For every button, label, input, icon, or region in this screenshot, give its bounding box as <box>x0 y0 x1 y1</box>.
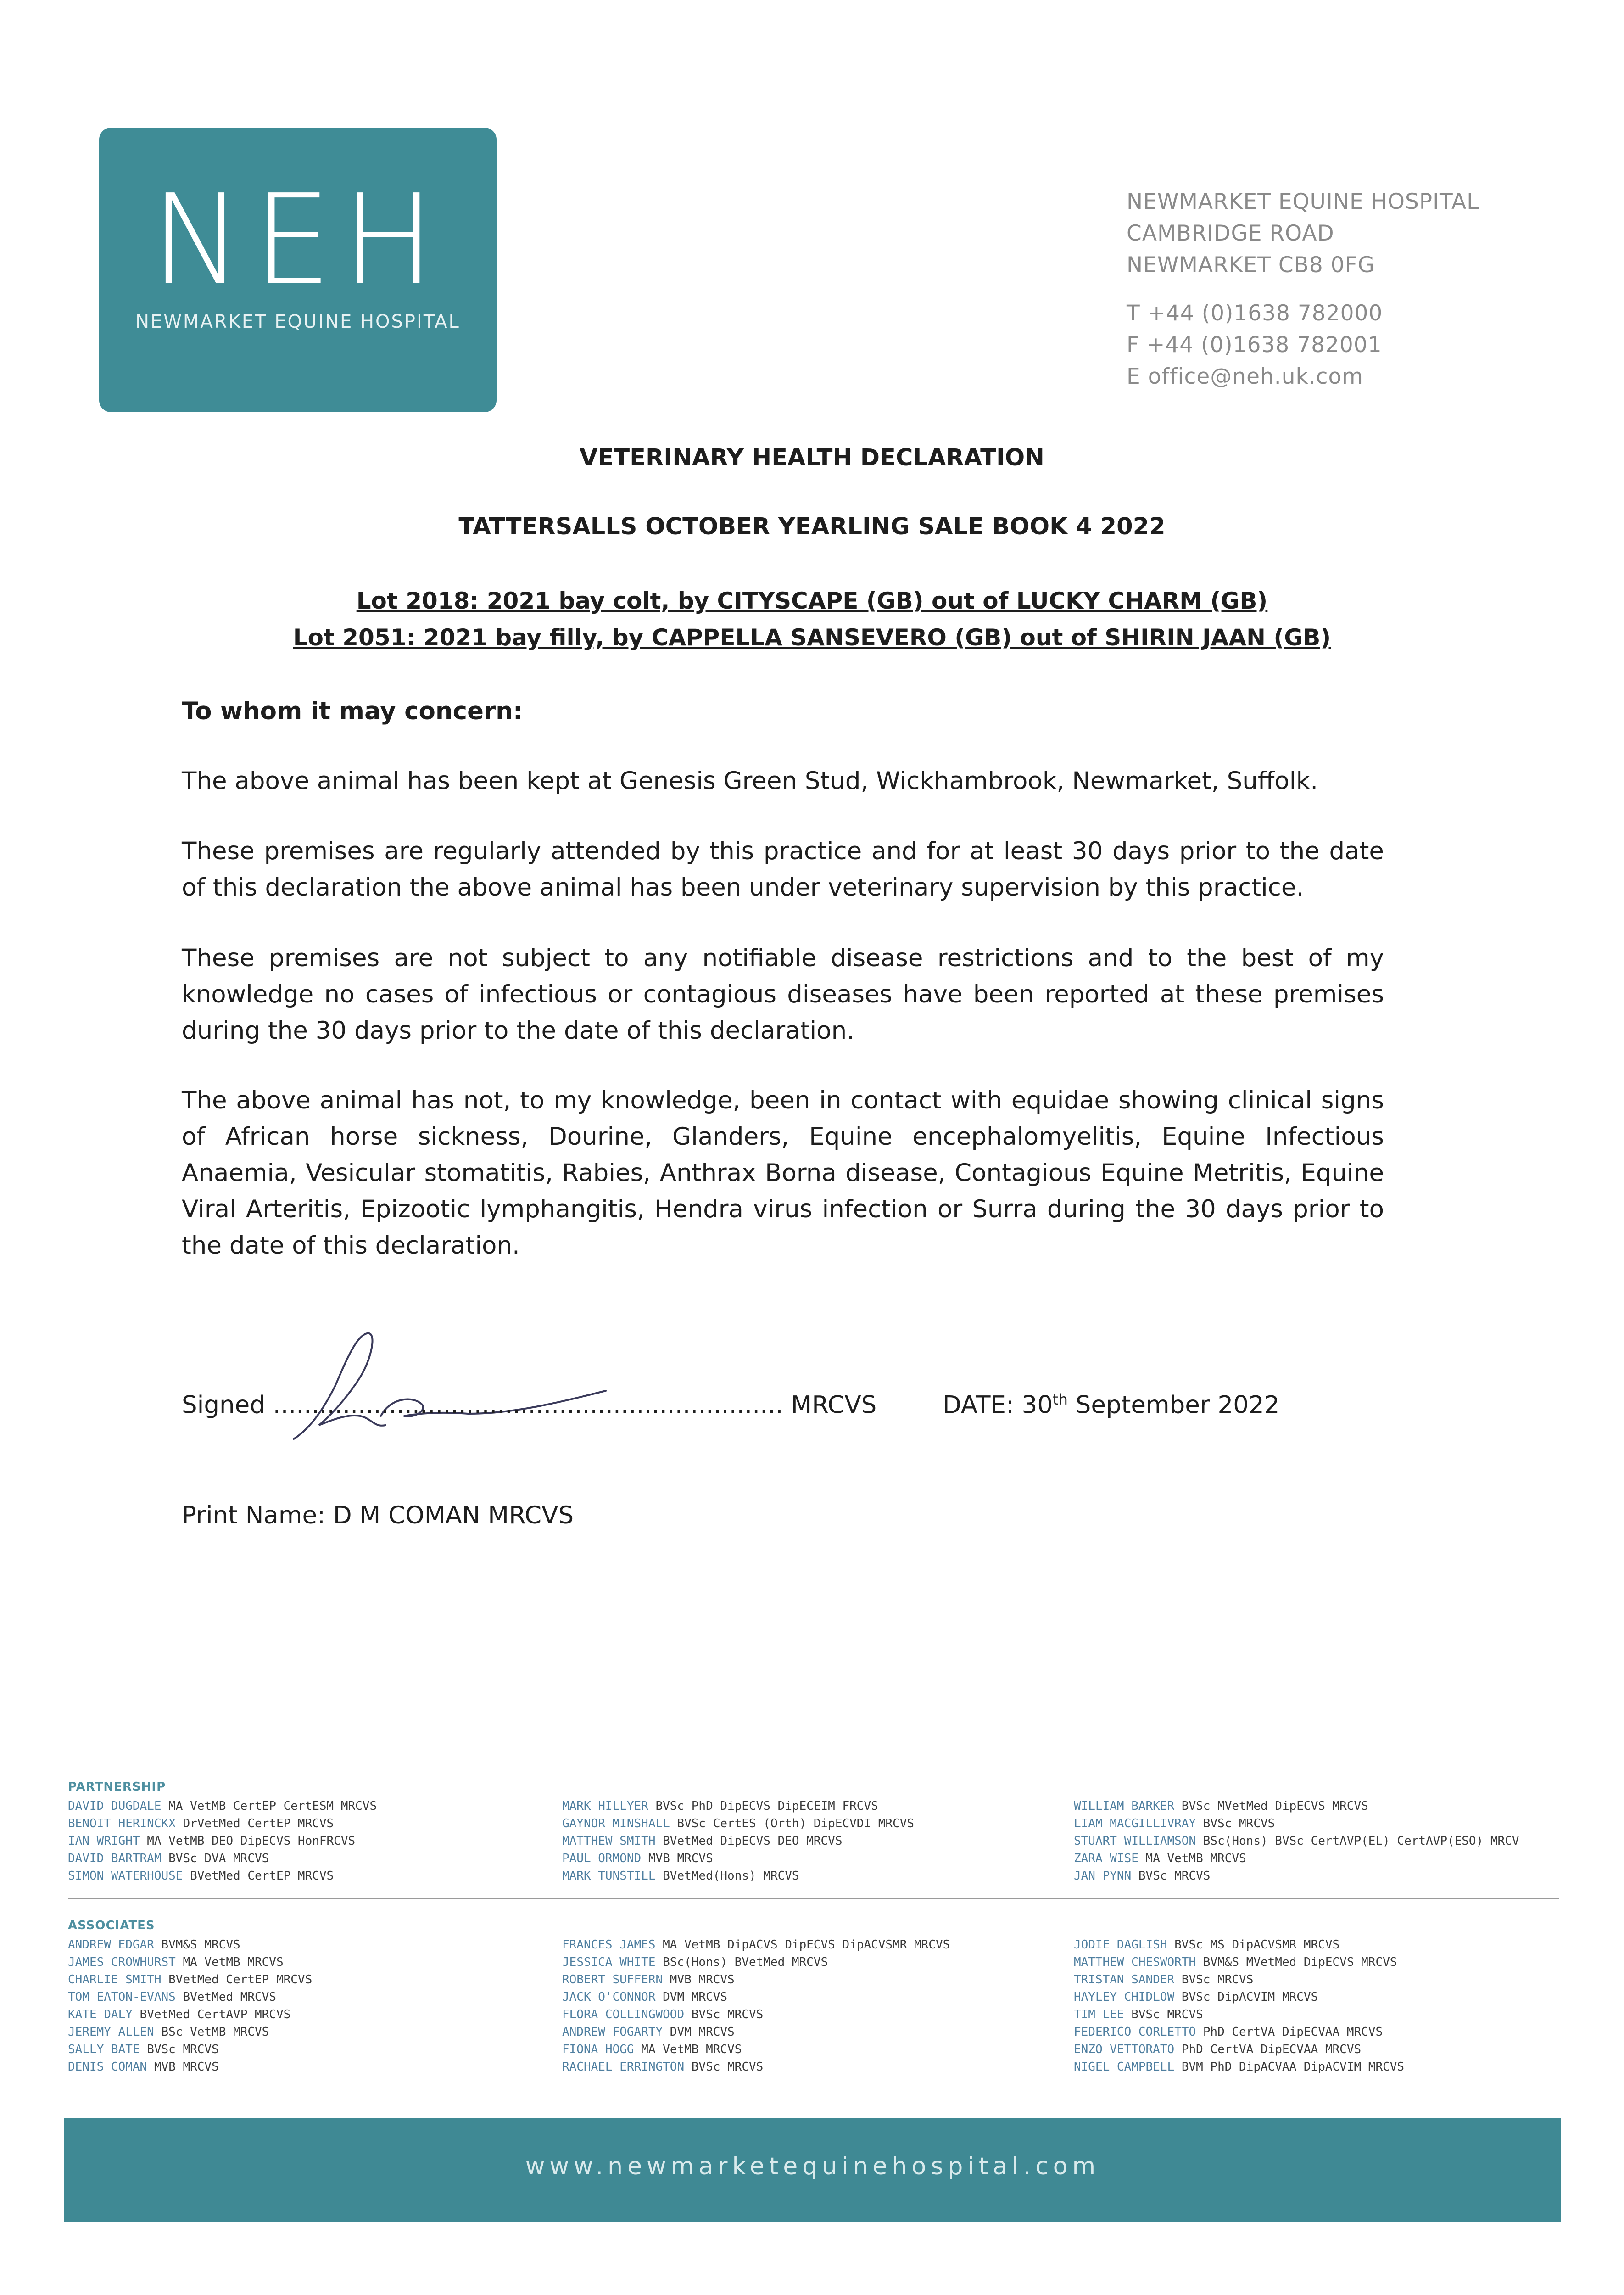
staff-qualifications: BVSc DVA MRCVS <box>161 1852 269 1865</box>
staff-entry <box>562 2058 950 2076</box>
paragraph-supervision: These premises are regularly attended by this practice and for at least 30 days prior to the date of this declaration the above animal has been under veterinary supervision by this practice. <box>182 837 1384 901</box>
salutation: To whom it may concern: <box>182 697 523 725</box>
staff-qualifications: BVetMed CertAVP MRCVS <box>132 2008 291 2021</box>
staff-entry <box>68 2023 312 2041</box>
staff-name: TIM LEE <box>1074 2008 1124 2021</box>
staff-name: SALLY BATE <box>68 2043 140 2056</box>
staff-entry <box>68 2058 312 2076</box>
paragraph-restrictions: These premises are not subject to any notifiable disease restrictions and to the best of my knowledge no cases of infectious or contagious diseases have been reported at these premises during the 30 days prior to the date of this declaration. <box>182 944 1384 1045</box>
staff-name: ANDREW FOGARTY <box>562 2025 663 2039</box>
paragraph-diseases: The above animal has not, to my knowledge, been in contact with equidae showing clinical signs of African horse sickness, Dourine, Glanders, Equine encephalomyelitis, Equine Infectious Anaemia, Vesicular stomatitis, Rabies, Anthrax Borna disease, Contagious Equine Metritis, Equine Viral Arteritis, Epizootic lymphangitis, Hendra virus infection or Surra during the 30 days prior to the date of this declaration. <box>182 1086 1384 1259</box>
staff-qualifications: MA VetMB MRCVS <box>634 2043 742 2056</box>
staff-name: FLORA COLLINGWOOD <box>562 2008 685 2021</box>
staff-qualifications: BVetMed MRCVS <box>175 1990 276 2004</box>
staff-qualifications: MA VetMB MRCVS <box>1138 1852 1246 1865</box>
staff-entry <box>562 1832 914 1850</box>
staff-entry <box>562 1988 950 2006</box>
staff-name: NIGEL CAMPBELL <box>1074 2060 1175 2074</box>
staff-qualifications: DrVetMed CertEP MRCVS <box>175 1817 334 1830</box>
staff-qualifications: BVetMed DipECVS DEO MRCVS <box>655 1834 843 1848</box>
staff-qualifications: MA VetMB DipACVS DipECVS DipACVSMR MRCVS <box>655 1938 950 1952</box>
staff-qualifications: BVM&S MVetMed DipECVS MRCVS <box>1196 1955 1397 1969</box>
date-value: September 2022 <box>1067 1391 1280 1419</box>
staff-entry <box>1074 2006 1404 2023</box>
staff-name: JESSICA WHITE <box>562 1955 656 1969</box>
staff-qualifications: BVSc MRCVS <box>1196 1817 1275 1830</box>
partnership-column <box>68 1797 377 1885</box>
footer-band <box>64 2118 1561 2222</box>
staff-name: JAN PYNN <box>1074 1869 1132 1883</box>
staff-qualifications: BSc(Hons) BVSc CertAVP(EL) CertAVP(ESO) MRCV <box>1196 1834 1519 1848</box>
staff-qualifications: MA VetMB DEO DipECVS HonFRCVS <box>140 1834 356 1848</box>
staff-qualifications: MVB MRCVS <box>147 2060 219 2074</box>
staff-entry <box>1074 1815 1519 1832</box>
staff-entry <box>68 1867 377 1885</box>
staff-entry <box>68 1815 377 1832</box>
staff-entry <box>562 1971 950 1988</box>
staff-name: JAMES CROWHURST <box>68 1955 176 1969</box>
staff-name: MATTHEW SMITH <box>562 1834 656 1848</box>
fax-number: F +44 (0)1638 782001 <box>1127 332 1382 358</box>
staff-name: WILLIAM BARKER <box>1074 1799 1175 1813</box>
associates-column <box>1074 1936 1404 2076</box>
staff-qualifications: MA VetMB MRCVS <box>175 1955 284 1969</box>
staff-name: JEREMY ALLEN <box>68 2025 154 2039</box>
staff-entry <box>1074 1832 1519 1850</box>
staff-qualifications: BVSc MRCVS <box>140 2043 219 2056</box>
staff-qualifications: BSc(Hons) BVetMed MRCVS <box>655 1955 828 1969</box>
address-block <box>1127 186 1585 392</box>
staff-qualifications: BVM&S MRCVS <box>154 1938 240 1952</box>
staff-entry <box>562 1797 914 1815</box>
staff-entry <box>1074 1850 1519 1867</box>
staff-entry <box>562 1867 914 1885</box>
partnership-label: PARTNERSHIP <box>68 1780 166 1794</box>
logo-subtitle: NEWMARKET EQUINE HOSPITAL <box>135 311 460 332</box>
staff-qualifications: BVSc MRCVS <box>1124 2008 1203 2021</box>
staff-qualifications: PhD CertVA DipECVAA MRCVS <box>1196 2025 1383 2039</box>
staff-entry <box>1074 1954 1404 1971</box>
neh-logo <box>99 128 497 412</box>
staff-qualifications: BVetMed(Hons) MRCVS <box>655 1869 799 1883</box>
mrcvs-label: MRCVS <box>791 1391 877 1419</box>
staff-name: MARK HILLYER <box>562 1799 648 1813</box>
date-label: DATE: 30 <box>943 1391 1053 1419</box>
staff-entry <box>68 1988 312 2006</box>
staff-entry <box>562 2041 950 2058</box>
staff-entry <box>562 1850 914 1867</box>
associates-column <box>68 1936 312 2076</box>
staff-name: ZARA WISE <box>1074 1852 1138 1865</box>
address-line: CAMBRIDGE ROAD <box>1127 221 1334 246</box>
staff-entry <box>68 1832 377 1850</box>
staff-name: CHARLIE SMITH <box>68 1973 162 1987</box>
staff-qualifications: BVSc DipACVIM MRCVS <box>1174 1990 1318 2004</box>
staff-entry <box>562 1815 914 1832</box>
staff-name: RACHAEL ERRINGTON <box>562 2060 685 2074</box>
staff-entry <box>562 1936 950 1954</box>
signature-line: .................................................................. <box>273 1391 783 1419</box>
signature-row <box>182 1391 1467 1419</box>
footer-divider <box>68 1898 1559 1899</box>
staff-entry <box>562 2006 950 2023</box>
lot-line-2: Lot 2051: 2021 bay filly, by CAPPELLA SANSEVERO (GB) out of SHIRIN JAAN (GB) <box>293 624 1331 651</box>
document-title: VETERINARY HEALTH DECLARATION <box>580 444 1044 471</box>
staff-entry <box>562 1954 950 1971</box>
staff-entry <box>1074 1988 1404 2006</box>
staff-entry <box>68 2006 312 2023</box>
staff-name: ENZO VETTORATO <box>1074 2043 1175 2056</box>
staff-entry <box>1074 1797 1519 1815</box>
staff-qualifications: MVB MRCVS <box>663 1973 735 1987</box>
date-suffix: th <box>1053 1391 1068 1408</box>
staff-qualifications: MA VetMB CertEP CertESM MRCVS <box>161 1799 377 1813</box>
staff-name: GAYNOR MINSHALL <box>562 1817 670 1830</box>
staff-qualifications: BVM PhD DipACVAA DipACVIM MRCVS <box>1174 2060 1405 2074</box>
staff-name: MATTHEW CHESWORTH <box>1074 1955 1196 1969</box>
staff-name: TOM EATON-EVANS <box>68 1990 176 2004</box>
staff-qualifications: BVSc PhD DipECVS DipECEIM FRCVS <box>648 1799 878 1813</box>
staff-entry <box>1074 1867 1519 1885</box>
staff-name: FIONA HOGG <box>562 2043 634 2056</box>
signed-label: Signed <box>182 1391 265 1419</box>
staff-entry <box>1074 2041 1404 2058</box>
staff-entry <box>68 1971 312 1988</box>
paragraph-kept-at: The above animal has been kept at Genesis Green Stud, Wickhambrook, Newmarket, Suffolk. <box>182 767 1318 795</box>
staff-name: ANDREW EDGAR <box>68 1938 154 1952</box>
phone-number: T +44 (0)1638 782000 <box>1127 301 1383 326</box>
staff-name: DAVID BARTRAM <box>68 1852 162 1865</box>
staff-qualifications: BVetMed CertEP MRCVS <box>161 1973 313 1987</box>
staff-name: ROBERT SUFFERN <box>562 1973 663 1987</box>
staff-qualifications: BVSc MRCVS <box>1174 1973 1254 1987</box>
staff-name: TRISTAN SANDER <box>1074 1973 1175 1987</box>
staff-qualifications: BVSc MS DipACVSMR MRCVS <box>1167 1938 1340 1952</box>
staff-qualifications: MVB MRCVS <box>641 1852 713 1865</box>
staff-entry <box>68 1954 312 1971</box>
website-link[interactable]: www.newmarketequinehospital.com <box>525 2153 1100 2180</box>
staff-qualifications: BVSc MVetMed DipECVS MRCVS <box>1174 1799 1368 1813</box>
staff-name: FEDERICO CORLETTO <box>1074 2025 1196 2039</box>
staff-entry <box>68 2041 312 2058</box>
associates-label: ASSOCIATES <box>68 1919 155 1932</box>
staff-name: JACK O'CONNOR <box>562 1990 656 2004</box>
staff-entry <box>68 1850 377 1867</box>
address-line: NEWMARKET CB8 0FG <box>1127 252 1375 278</box>
associates-column <box>562 1936 950 2076</box>
staff-qualifications: BVSc CertES (Orth) DipECVDI MRCVS <box>670 1817 915 1830</box>
staff-qualifications: BVSc MRCVS <box>684 2008 764 2021</box>
staff-qualifications: DVM MRCVS <box>655 1990 728 2004</box>
staff-qualifications: BVetMed CertEP MRCVS <box>183 1869 334 1883</box>
lot-line-1: Lot 2018: 2021 bay colt, by CITYSCAPE (GB) out of LUCKY CHARM (GB) <box>356 588 1268 614</box>
staff-name: LIAM MACGILLIVRAY <box>1074 1817 1196 1830</box>
staff-name: JODIE DAGLISH <box>1074 1938 1167 1952</box>
staff-qualifications: BVSc MRCVS <box>684 2060 764 2074</box>
staff-name: MARK TUNSTILL <box>562 1869 656 1883</box>
staff-entry <box>68 1936 312 1954</box>
staff-entry <box>68 1797 377 1815</box>
email-address: E office@neh.uk.com <box>1127 364 1364 389</box>
staff-name: KATE DALY <box>68 2008 133 2021</box>
staff-name: SIMON WATERHOUSE <box>68 1869 183 1883</box>
partnership-column <box>562 1797 914 1885</box>
logo-letters: NEH <box>151 168 445 312</box>
sale-title: TATTERSALLS OCTOBER YEARLING SALE BOOK 4 2022 <box>458 513 1166 540</box>
staff-name: DENIS COMAN <box>68 2060 147 2074</box>
staff-name: FRANCES JAMES <box>562 1938 656 1952</box>
staff-entry <box>1074 1936 1404 1954</box>
staff-name: IAN WRIGHT <box>68 1834 140 1848</box>
staff-name: HAYLEY CHIDLOW <box>1074 1990 1175 2004</box>
staff-name: PAUL ORMOND <box>562 1852 642 1865</box>
staff-qualifications: PhD CertVA DipECVAA MRCVS <box>1174 2043 1362 2056</box>
staff-entry <box>1074 2023 1404 2041</box>
print-name: Print Name: D M COMAN MRCVS <box>182 1501 574 1529</box>
partnership-column <box>1074 1797 1519 1885</box>
staff-name: BENOIT HERINCKX <box>68 1817 176 1830</box>
staff-qualifications: BVSc MRCVS <box>1131 1869 1211 1883</box>
staff-entry <box>1074 1971 1404 1988</box>
staff-name: DAVID DUGDALE <box>68 1799 162 1813</box>
staff-qualifications: DVM MRCVS <box>663 2025 735 2039</box>
staff-entry <box>1074 2058 1404 2076</box>
staff-entry <box>562 2023 950 2041</box>
staff-qualifications: BSc VetMB MRCVS <box>154 2025 269 2039</box>
staff-name: STUART WILLIAMSON <box>1074 1834 1196 1848</box>
address-line: NEWMARKET EQUINE HOSPITAL <box>1127 189 1479 214</box>
